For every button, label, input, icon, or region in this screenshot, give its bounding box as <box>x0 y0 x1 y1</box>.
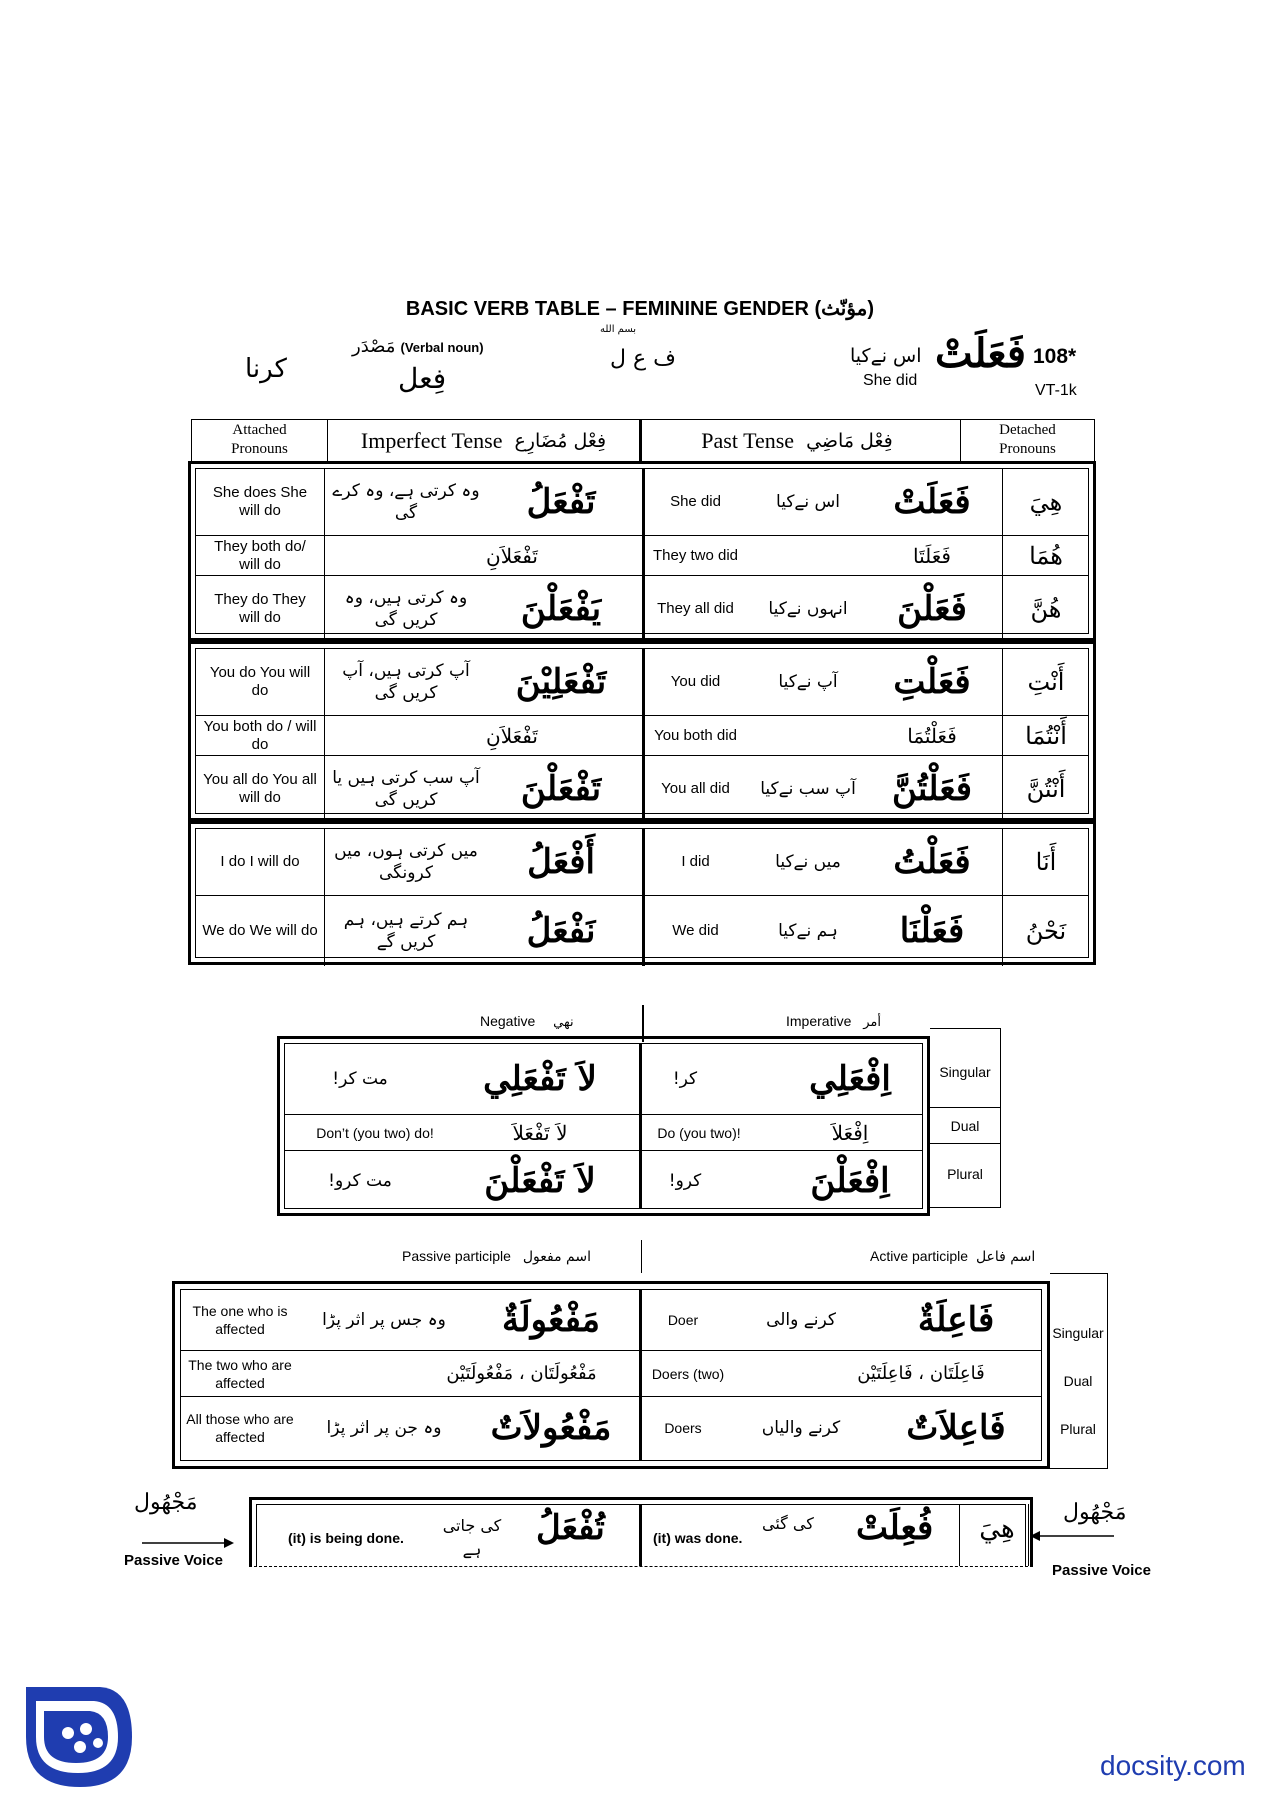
table-row <box>196 575 1088 642</box>
detached-pronoun: أَنْتِ <box>1027 668 1065 696</box>
negative-label-ar: نهي <box>553 1015 574 1030</box>
table-row <box>285 1150 922 1211</box>
active-participle-label-ar: اسم فاعل <box>975 1249 1036 1265</box>
past-arabic: فَعَلْتُ <box>893 842 971 882</box>
past-english: You both did <box>654 727 737 744</box>
negative-arabic: لاَ تَفْعَلاَ <box>512 1121 568 1145</box>
main-header-row <box>191 419 1095 462</box>
past-urdu: میں نےکیا <box>775 852 841 872</box>
docsity-logo-icon[interactable] <box>20 1677 136 1793</box>
active-english: Doer <box>667 1312 699 1328</box>
imperfect-english: We do We will do <box>202 922 318 939</box>
verbal-noun-label <box>352 336 484 357</box>
passive-arabic: مَفْعُولَةٌ <box>502 1300 600 1340</box>
past-english: She did <box>670 493 721 510</box>
imperative-urdu: کرو! <box>668 1171 702 1191</box>
detached-pronoun: أَنَا <box>1035 848 1057 876</box>
detached-pronoun: هُنَّ <box>1030 595 1062 623</box>
imperfect-arabic: يَفْعَلْنَ <box>520 589 602 629</box>
past-urdu: آپ نےکیا <box>778 672 838 692</box>
table-row <box>181 1350 1041 1397</box>
imperfect-english: You do You will do <box>209 664 311 699</box>
imperative-arabic: اِفْعَلْنَ <box>810 1161 890 1201</box>
negative-urdu: مت کرو! <box>328 1171 392 1191</box>
number-label: Dual <box>930 1107 1000 1144</box>
masdar-word: مَصْدَر <box>352 336 396 357</box>
number-column <box>930 1028 1001 1208</box>
imperative-box <box>277 1036 930 1216</box>
imperfect-label-ar: فِعْل مُضَارِع <box>514 430 607 452</box>
number-label: Singular <box>1052 1325 1104 1341</box>
detached-pronouns-header: Detached Pronouns <box>999 422 1056 457</box>
imperfect-arabic: تَفْعَلْنَ <box>520 769 602 809</box>
past-label: Past Tense <box>701 428 795 453</box>
past-urdu: انہوں نےکیا <box>768 599 848 619</box>
negative-label: Negative <box>480 1013 536 1029</box>
table-row <box>196 535 1088 576</box>
past-header <box>642 420 952 462</box>
number-column <box>1050 1273 1108 1469</box>
past-arabic: فَعَلْنَا <box>899 911 965 951</box>
detached-pronoun: أَنْتُنَّ <box>1026 775 1066 803</box>
table-row <box>285 1114 922 1151</box>
active-participle-header <box>870 1248 1035 1265</box>
active-arabic: فَاعِلَةٌ <box>917 1300 995 1340</box>
imperative-label-ar: أمر <box>863 1015 881 1030</box>
number-label: Plural <box>1060 1421 1096 1437</box>
past-arabic: فَعَلَتَا <box>913 544 951 568</box>
table-row <box>196 755 1088 822</box>
table-row <box>181 1290 1041 1350</box>
past-label-ar: فِعْل مَاضِي <box>806 430 893 452</box>
imperfect-arabic: تَفْعَلاَنِ <box>486 544 538 568</box>
table-row <box>196 649 1088 715</box>
verb-number: 108* <box>1033 345 1077 368</box>
passive-urdu: وہ جس پر اثر پڑا <box>322 1310 446 1330</box>
imperfect-label: Imperfect Tense <box>360 428 503 453</box>
imperfect-header <box>328 420 639 462</box>
imperfect-urdu: آپ سب کرتی ہیں یا کریں گی <box>332 768 480 810</box>
imperfect-urdu: وہ کرتی ہے، وہ کرے گی <box>332 481 480 523</box>
imperfect-urdu: ہم کرتے ہیں، ہم کریں گے <box>343 910 469 952</box>
active-participle-label: Active participle <box>870 1248 969 1264</box>
table-row <box>196 469 1088 535</box>
imperative-arabic: اِفْعَلِي <box>809 1059 891 1099</box>
root-letters: ف ع ل <box>610 346 676 371</box>
passive-english: The one who is affected <box>192 1303 288 1337</box>
past-urdu: اس نےکیا <box>776 492 840 512</box>
attached-pronouns-header: Attached Pronouns <box>231 422 288 457</box>
verb-group <box>188 641 1096 821</box>
imperative-header <box>786 1013 881 1030</box>
negative-urdu: مت کر! <box>332 1069 388 1089</box>
detached-pronoun: نَحْنُ <box>1025 917 1067 945</box>
passive-voice-left: Passive Voice <box>124 1552 223 1569</box>
imperative-arabic: اِفْعَلاَ <box>831 1121 869 1145</box>
passive-participle-header <box>402 1248 591 1265</box>
past-english: They two did <box>652 547 739 564</box>
passive-english: All those who are affected <box>186 1411 294 1445</box>
passive-pronoun: هِيَ <box>979 1514 1015 1544</box>
past-arabic: فَعَلْتِ <box>893 662 971 702</box>
head-urdu: اس نےکیا <box>850 345 922 367</box>
imperfect-urdu: آپ کرتی ہیں، آپ کریں گی <box>342 661 470 703</box>
majhool-left: مَجْهُول <box>134 1490 198 1515</box>
number-label: Singular <box>939 1064 991 1080</box>
passive-arabic: مَفْعُولَتَان ، مَفْعُولَتَيْن <box>446 1363 597 1384</box>
passive-participle-label-ar: اسم مفعول <box>522 1249 591 1265</box>
imperfect-urdu <box>326 536 486 576</box>
past-arabic: فَعَلَتْ <box>893 482 971 522</box>
imperfect-english: You all do You all will do <box>203 771 317 806</box>
past-english: You all did <box>661 780 730 797</box>
bismillah: بسم الله <box>600 324 637 335</box>
brand-link[interactable]: docsity.com <box>1100 1750 1246 1781</box>
verbal-noun-en: (Verbal noun) <box>400 340 484 355</box>
imperfect-arabic: تَفْعَلاَنِ <box>486 724 538 748</box>
imperfect-arabic: تَفْعَلُ <box>526 482 596 522</box>
negative-arabic: لاَ تَفْعَلْنَ <box>484 1161 596 1201</box>
imperfect-arabic: نَفْعَلُ <box>526 911 596 951</box>
imperative-urdu: کر! <box>672 1069 698 1089</box>
detached-pronoun: هُمَا <box>1029 542 1063 570</box>
arrow-left-icon <box>1030 1528 1114 1544</box>
active-english: Doers <box>664 1420 702 1436</box>
active-urdu: کرنے والی <box>766 1310 836 1330</box>
passive-arabic: مَفْعُولاَتٌ <box>490 1408 612 1448</box>
head-verb: فَعَلَتْ <box>935 330 1026 377</box>
passive-imperfect-ar: تُفْعَلُ <box>536 1508 605 1548</box>
imperative-urdu: Do (you two)! <box>657 1125 741 1141</box>
table-row <box>196 829 1088 895</box>
verb-code: VT-1k <box>1035 382 1077 399</box>
verb-group <box>188 461 1096 641</box>
urdu-infinitive: کرنا <box>245 354 287 384</box>
number-label: Dual <box>1063 1373 1093 1389</box>
imperfect-arabic: أَفْعَلُ <box>527 842 595 882</box>
past-urdu: ہم نےکیا <box>778 921 838 941</box>
table-row <box>196 715 1088 756</box>
passive-voice-right: Passive Voice <box>1052 1562 1151 1579</box>
detached-pronoun: أَنْتُمَا <box>1025 722 1067 750</box>
passive-urdu: وہ جن پر اثر پڑا <box>326 1418 442 1438</box>
active-english: Doers (two) <box>651 1366 725 1382</box>
past-english: I did <box>681 853 710 870</box>
imperative-label: Imperative <box>786 1013 852 1029</box>
verb-group <box>188 821 1096 965</box>
table-row <box>181 1396 1041 1459</box>
imperfect-urdu: میں کرتی ہوں، میں کرونگی <box>334 841 478 883</box>
table-row <box>285 1044 922 1114</box>
negative-header <box>480 1013 574 1030</box>
passive-past-en: (it) was done. <box>653 1530 743 1546</box>
past-arabic: فَعَلْتُنَّ <box>891 769 973 809</box>
active-arabic: فَاعِلاَتٌ <box>906 1408 1006 1448</box>
past-english: We did <box>672 922 719 939</box>
negative-arabic: لاَ تَفْعَلِي <box>483 1059 597 1099</box>
imperfect-urdu <box>326 716 486 756</box>
detached-pronoun: هِيَ <box>1029 488 1063 516</box>
majhool-right: مَجْهُول <box>1063 1500 1127 1525</box>
passive-past-ar: فُعِلَتْ <box>856 1508 934 1548</box>
passive-table <box>249 1497 1033 1567</box>
imperfect-urdu: وہ کرتی ہیں، وہ کریں گی <box>344 588 468 630</box>
table-row <box>196 895 1088 966</box>
passive-imperfect-ur: کی جاتی ہے <box>442 1516 502 1559</box>
passive-english: The two who are affected <box>188 1357 292 1391</box>
imperfect-english: She does She will do <box>212 484 308 519</box>
number-label: Plural <box>930 1143 1000 1204</box>
passive-participle-label: Passive participle <box>402 1248 511 1264</box>
past-urdu <box>743 716 873 756</box>
head-en: She did <box>863 372 918 389</box>
imperfect-arabic: تَفْعَلِيْنَ <box>515 662 607 702</box>
passive-imperfect-en: (it) is being done. <box>288 1530 404 1546</box>
imperfect-english: They do They will do <box>214 591 306 626</box>
past-arabic: فَعَلْنَ <box>897 589 967 629</box>
arrow-right-icon <box>142 1535 234 1551</box>
active-urdu: کرنے والیاں <box>761 1418 841 1438</box>
passive-past-ur: کی گئی <box>762 1514 814 1533</box>
past-urdu <box>743 536 873 576</box>
imperfect-english: You both do / will do <box>203 718 317 753</box>
page-title: BASIC VERB TABLE – FEMININE GENDER (مؤنّث) <box>405 298 875 320</box>
past-urdu: آپ سب نےکیا <box>760 779 856 799</box>
masdar: فِعل <box>398 362 447 395</box>
imperfect-english: I do I will do <box>220 853 300 870</box>
participles-box <box>172 1281 1050 1469</box>
past-english: You did <box>670 673 721 690</box>
negative-urdu: Don’t (you two) do! <box>316 1125 434 1141</box>
imperfect-english: They both do/ will do <box>214 538 306 573</box>
active-arabic: فَاعِلَتَان ، فَاعِلَتَيْن <box>857 1363 985 1384</box>
past-arabic: فَعَلْتُمَا <box>907 724 957 748</box>
past-english: They all did <box>657 600 734 617</box>
